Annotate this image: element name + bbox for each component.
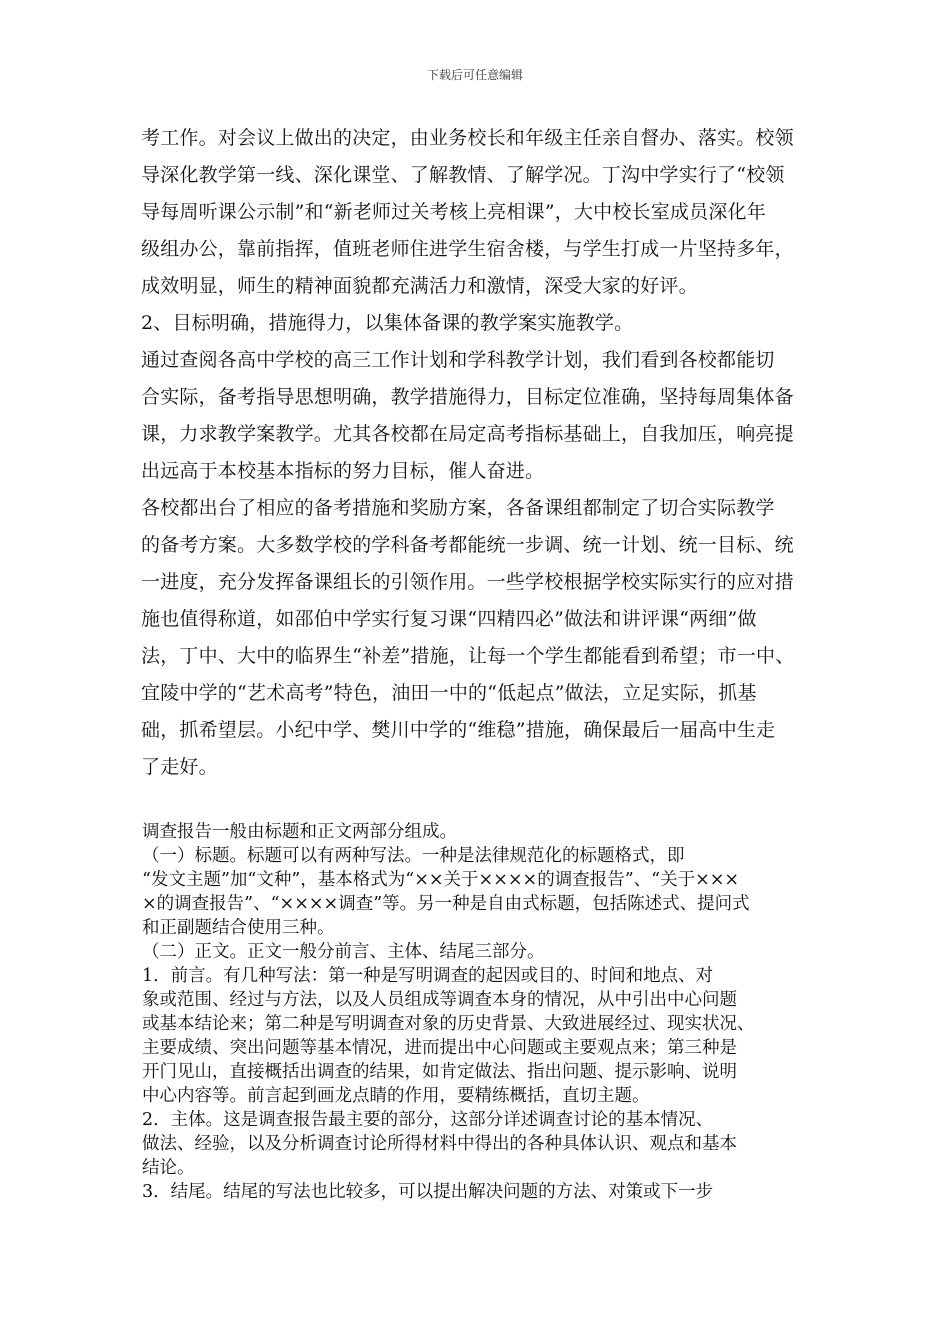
body-line: 法，丁中、大中的临界生“补差”措施，让每一个学生都能看到希望；市一中、 xyxy=(141,645,795,667)
body-line: 宜陵中学的“艺术高考”特色，油田一中的“低起点”做法，立足实际，抓基 xyxy=(141,682,757,704)
body-line: 成效明显，师生的精神面貌都充满活力和激情，深受大家的好评。 xyxy=(141,275,698,297)
body-line: 各校都出台了相应的备考措施和奖励方案，各备课组都制定了切合实际教学 xyxy=(141,497,775,519)
body-line: 课，力求教学案教学。尤其各校都在局定高考指标基础上，自我加压，响亮提 xyxy=(141,423,794,445)
body-line: 导深化教学第一线、深化课堂、了解教情、了解学况。丁沟中学实行了“校领 xyxy=(141,164,785,186)
body-line: 出远高于本校基本指标的努力目标，催人奋进。 xyxy=(141,460,545,482)
report-format-section xyxy=(142,820,832,1204)
body-line: 的备考方案。大多数学校的学科备考都能统一步调、统一计划、统一目标、统 xyxy=(141,534,794,556)
subheading-line: 2、目标明确，措施得力，以集体备课的教学案实施教学。 xyxy=(141,312,634,334)
body-line: （一）标题。标题可以有两种写法。一种是法律规范化的标题格式，即 xyxy=(142,846,685,866)
body-line: 通过查阅各高中学校的高三工作计划和学科教学计划，我们看到各校都能切 xyxy=(141,349,775,371)
report-body-section xyxy=(141,120,831,786)
body-line: 做法、经验，以及分析调查讨论所得材料中得出的各种具体认识、观点和基本 xyxy=(142,1134,737,1154)
body-line: 3．结尾。结尾的写法也比较多，可以提出解决问题的方法、对策或下一步 xyxy=(142,1182,714,1202)
section-intro-line: 调查报告一般由标题和正文两部分组成。 xyxy=(142,822,457,842)
body-line: 2．主体。这是调查报告最主要的部分，这部分详述调查讨论的基本情况、 xyxy=(142,1110,714,1130)
body-line: 主要成绩、突出问题等基本情况，进而提出中心问题或主要观点来；第三种是 xyxy=(142,1038,737,1058)
page-header-note: 下载后可任意编辑 xyxy=(426,68,523,82)
body-line: 施也值得称道，如邵伯中学实行复习课“四精四必”做法和讲评课“两细”做 xyxy=(141,608,757,630)
body-line: 象或范围、经过与方法，以及人员组成等调查本身的情况，从中引出中心问题 xyxy=(142,990,737,1010)
body-line: 和正副题结合使用三种。 xyxy=(142,918,335,938)
body-line: 级组办公，靠前指挥，值班老师住进学生宿舍楼，与学生打成一片坚持多年， xyxy=(141,238,794,260)
body-line: 考工作。对会议上做出的决定，由业务校长和年级主任亲自督办、落实。校领 xyxy=(141,127,794,149)
body-line: 结论。 xyxy=(142,1158,195,1178)
body-line: 了走好。 xyxy=(141,756,218,778)
body-line: ×的调查报告”、“××××调查”等。另一种是自由式标题，包括陈述式、提问式 xyxy=(142,894,750,914)
body-line: （二）正文。正文一般分前言、主体、结尾三部分。 xyxy=(142,942,545,962)
body-line: 导每周听课公示制”和“新老师过关考核上亮相课”，大中校长室成员深化年 xyxy=(141,201,766,223)
body-line: 础，抓希望层。小纪中学、樊川中学的“维稳”措施，确保最后一届高中生走 xyxy=(141,719,776,741)
body-line: 开门见山，直接概括出调查的结果，如肯定做法、指出问题、提示影响、说明 xyxy=(142,1062,737,1082)
body-line: 1．前言。有几种写法：第一种是写明调查的起因或目的、时间和地点、对 xyxy=(142,966,714,986)
body-line: 中心内容等。前言起到画龙点睛的作用，要精练概括，直切主题。 xyxy=(142,1086,650,1106)
body-line: “发文主题”加“文种”，基本格式为“××关于××××的调查报告”、“关于××× xyxy=(142,870,740,890)
body-line: 或基本结论来；第二种是写明调查对象的历史背景、大致进展经过、现实状况、 xyxy=(142,1014,755,1034)
body-line: 一进度，充分发挥备课组长的引领作用。一些学校根据学校实际实行的应对措 xyxy=(141,571,794,593)
body-line: 合实际，备考指导思想明确，教学措施得力，目标定位准确，坚持每周集体备 xyxy=(141,386,794,408)
